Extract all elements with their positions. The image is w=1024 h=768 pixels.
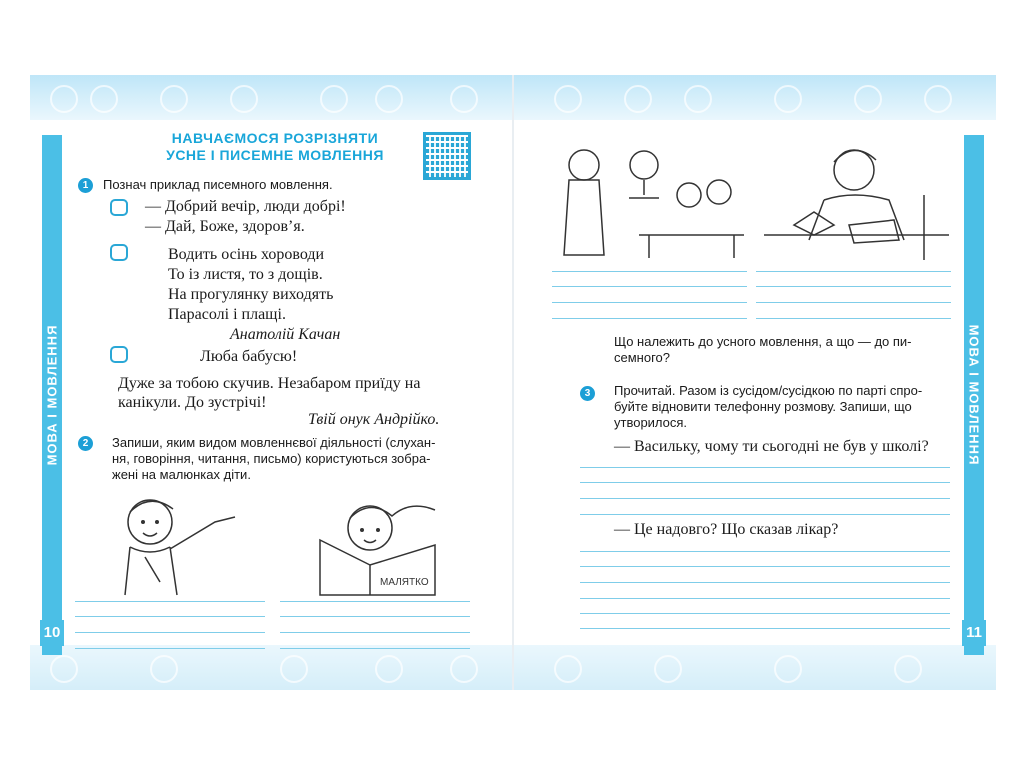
poem-line1: Водить осінь хороводи [168, 246, 325, 263]
poem-line2: То із листя, то з дощів. [168, 266, 323, 283]
flower-icon [654, 655, 682, 683]
swirl-icon [774, 655, 802, 683]
flower-icon [90, 85, 118, 113]
flower-icon [894, 655, 922, 683]
book-label: МАЛЯТКО [380, 577, 429, 588]
task1-instruction: Познач приклад писемного мовлення. [103, 177, 333, 192]
dialogue-line2: — Це надовго? Що сказав лікар? [614, 521, 839, 538]
option1-line2: — Дай, Боже, здоров’я. [145, 218, 305, 235]
letter-line1: Дуже за тобою скучив. Незабаром приїду на [118, 375, 421, 392]
flower-icon [375, 85, 403, 113]
question-line2: семного? [614, 350, 670, 365]
page-number: 10 [40, 620, 64, 646]
poem-line4: Парасолі і плащі. [168, 306, 286, 323]
poem-line3: На прогулянку виходять [168, 286, 334, 303]
task3-line2: буйте відновити телефонну розмову. Запиши, що [614, 399, 912, 414]
flower-icon [150, 655, 178, 683]
bottom-ornament-band [30, 645, 512, 690]
flower-icon [50, 85, 78, 113]
snail-icon [160, 85, 188, 113]
letter-greeting: Люба бабусю! [200, 348, 298, 365]
top-ornament-band [30, 75, 512, 120]
qr-code-icon[interactable] [423, 132, 471, 180]
bottom-ornament-band [514, 645, 996, 690]
page-title: НАВЧАЄМОСЯ РОЗРІЗНЯТИ УСНЕ І ПИСЕМНЕ МОВЛЕННЯ [166, 130, 384, 163]
option1-line1: — Добрий вечір, люди добрі! [145, 198, 346, 215]
grass-icon [450, 85, 478, 113]
poem-author: Анатолій Качан [230, 326, 341, 343]
task3-line3: утворилося. [614, 415, 688, 430]
boy-writing-illustration [754, 140, 954, 260]
section-label-text: МОВА І МОВЛЕННЯ [966, 324, 982, 466]
dialogue-line1: — Васильку, чому ти сьогодні не був у школі? [614, 438, 929, 455]
option2-checkbox[interactable] [110, 244, 128, 261]
flower-icon [50, 655, 78, 683]
boy-speaking-illustration [105, 487, 255, 597]
task3-line1: Прочитай. Разом із сусідом/сусідкою по парті спро- [614, 383, 923, 398]
section-side-label [42, 135, 62, 655]
grass-icon [450, 655, 478, 683]
right-page [514, 75, 996, 690]
option3-checkbox[interactable] [110, 346, 128, 363]
swirl-icon [320, 85, 348, 113]
page-number: 11 [962, 620, 986, 646]
section-label-text: МОВА І МОВЛЕННЯ [44, 324, 60, 466]
option1-checkbox[interactable] [110, 199, 128, 216]
task-number-badge: 1 [78, 178, 93, 193]
snail-icon [854, 85, 882, 113]
section-side-label [964, 135, 984, 655]
flower-icon [624, 85, 652, 113]
task-number-badge: 2 [78, 436, 93, 451]
letter-signature: Твій онук Андрійко. [308, 411, 440, 428]
task-number-badge: 3 [580, 386, 595, 401]
girl-reading-illustration [310, 490, 450, 598]
flower-icon [375, 655, 403, 683]
workbook-spread [30, 75, 996, 690]
top-ornament-band [514, 75, 996, 120]
swirl-icon [280, 655, 308, 683]
letter-line2: канікули. До зустрічі! [118, 394, 267, 411]
bird-icon [774, 85, 802, 113]
grass-icon [554, 85, 582, 113]
task2-line2: ня, говоріння, читання, письмо) користуються зобра- [112, 451, 431, 466]
task2-line3: жені на малюнках діти. [112, 467, 251, 482]
swirl-icon [684, 85, 712, 113]
teacher-globe-illustration [554, 140, 744, 260]
question-line1: Що належить до усного мовлення, а що — до пи- [614, 334, 912, 349]
grass-icon [554, 655, 582, 683]
flower-icon [924, 85, 952, 113]
task2-line1: Запиши, яким видом мовленнєвої діяльності (слухан- [112, 435, 436, 450]
bird-icon [230, 85, 258, 113]
left-page [30, 75, 512, 690]
